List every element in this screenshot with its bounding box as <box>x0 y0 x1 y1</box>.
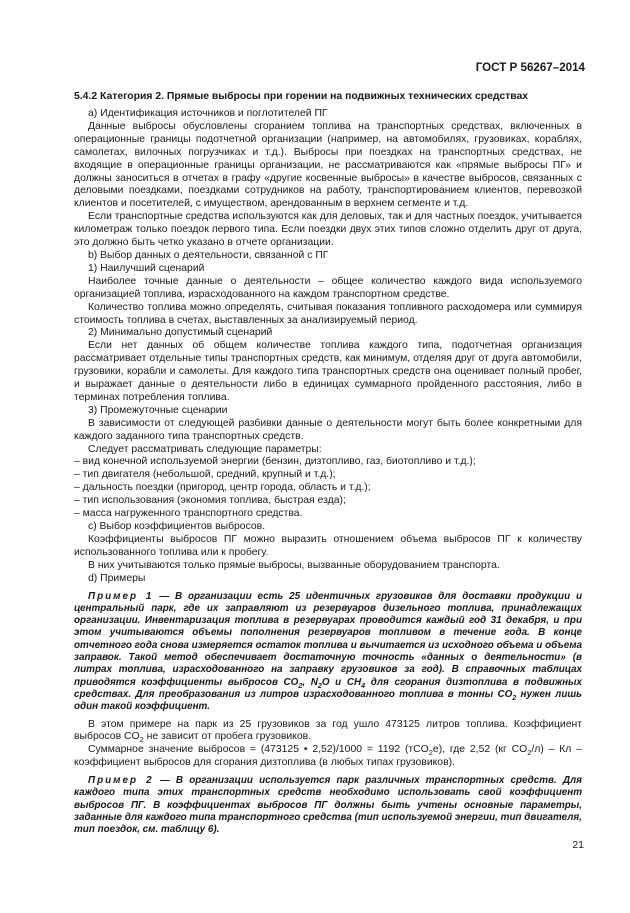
list-item: – вид конечной используемой энергии (бензин, дизтопливо, газ, биотопливо и т.д.); <box>74 456 476 468</box>
example-1-label: Пример 1 <box>88 590 154 602</box>
paragraph: В зависимости от следующей разбивки данные о деятельности могут быть более конкретными для каждого заданного типа транспортных средств. <box>74 417 582 442</box>
example-1: Пример 1 — В организации есть 25 идентичных грузовиков для доставки продукции и центральный парк, где их заправляют из резервуаров дизельного топлива, принадлежащих организации. Инвентаризация топлива в резервуарах проводится каждый год 31 декабря, и при этом учитываются объемы пополнения резервуаров топливом в течение года. В конце отчетного года снова измеряется остаток топлива и вычитается из исходного объема и объема заправок. Такой метод обеспечивает достаточную точность «данных о деятельности» (в литрах топлива, израсходованного на заправку грузовиков за год). В справочных таблицах приводятся коэффициенты выбросов $CO_2$, $N_2O$ и $CH_4$ для сгорания дизтоплива в подвижных средствах. Для преобразования из литров израсходованного топлива в тонны $CO_2$ нужен лишь один такой коэффициент. <box>74 590 583 713</box>
paragraph: 2) Минимально допустимый сценарий <box>88 327 273 339</box>
paragraph: Коэффициенты выбросов ПГ можно выразить отношением объема выбросов ПГ к количеству использованного топлива или к пробегу. <box>74 533 582 558</box>
list-item: – тип использования (экономия топлива, быстрая езда); <box>74 495 346 507</box>
paragraph: Количество топлива можно определять, считывая показания топливного расходомера или суммируя стоимость топлива в счетах, выставленных за анализируемый период. <box>74 301 582 326</box>
paragraph: Следует рассматривать следующие параметры: <box>88 443 322 455</box>
list-item: – дальность поездки (пригород, центр города, область и т.д.); <box>74 482 371 494</box>
paragraph: Если транспортные средства используются как для деловых, так и для частных поездок, учитывается километраж только поездок первого типа. Если поездки двух этих типов сложно отделить друг от друга, это должно быть четко указано в отчете организации. <box>74 211 582 249</box>
paragraph: Наиболее точные данные о деятельности – общее количество каждого вида используемого организацией топлива, израсходованного на каждом транспортном средстве. <box>74 275 582 300</box>
paragraph: d) Примеры <box>88 572 146 584</box>
paragraph: 1) Наилучший сценарий <box>88 262 205 274</box>
example-2-label: Пример 2 <box>88 775 154 787</box>
standard-header: ГОСТ Р 56267–2014 <box>475 61 585 74</box>
paragraph: с) Выбор коэффициентов выбросов. <box>88 521 266 532</box>
page-number: 21 <box>572 839 584 851</box>
emission-formula: Суммарное значение выбросов = (473125 • 2,52)/1000 = 1192 (тCO$_2$e), где 2,52 (кг $CO_2/л$) – Кл – коэффициент выбросов для сгорания дизтоплива (в любых типах грузовиков). <box>74 744 582 769</box>
list-item: – масса нагруженного транспортного средства. <box>74 508 303 520</box>
section-title: 5.4.2 Категория 2. Прямые выбросы при горении на подвижных технических средствах <box>74 91 529 102</box>
paragraph: Данные выбросы обусловлены сгоранием топлива на транспортных средствах, включенных в операционные границы подотчетной организации (например, на автомобилях, грузовиках, кораблях, самолетах, вилочных погрузчиках и т.д.). Выбросы при поездках на транспортных средствах, не входящие в операционные границы организации, не рассматриваются как «прямые выбросы ПГ» и должны заноситься в отчетах в графу «другие косвенные выбросы» в качестве выбросов, связанных с деловыми поездками, поездками сотрудников на работу, транспортированием клиентов, перевозкой клиентов и посетителей, с имуществом, арендованным в верхнем сегменте и т.д. <box>74 120 582 210</box>
paragraph: 3) Промежуточные сценарии <box>88 404 228 416</box>
paragraph: В них учитываются только прямые выбросы, вызванные оборудованием транспорта. <box>88 559 500 571</box>
paragraph: Если нет данных об общем количестве топлива каждого типа, подотчетная организация рассматривает отдельные типы транспортных средств, как минимум, отделяя друг от друга автомобили, грузовики, корабли и самолеты. Для каждого типа транспортных средств она оценивает полный пробег, и выражает данные о деятельности либо в единицах суммарного пройденного расстояния, либо в терминах потребления топлива. <box>74 340 582 403</box>
list-item: – тип двигателя (небольшой, средний, крупный и т.д.); <box>74 469 336 481</box>
example-1-calculation: В этом примере на парк из 25 грузовиков за год ушло 473125 литров топлива. Коэффициент выбросов $CO_2$ не зависит от пробега грузовиков. <box>74 718 582 745</box>
page-content <box>74 90 582 837</box>
example-2: Пример 2 — В организации используется парк различных транспортных средств. Для каждого типа этих транспортных средств необходимо использовать свой коэффициент выбросов ПГ. В коэффициентах выбросов ПГ должны быть учтены основные параметры, заданные для каждого типа транспортного средства (тип используемой энергии, тип двигателя, тип поездок, см. таблицу 6). <box>74 775 582 836</box>
paragraph: b) Выбор данных о деятельности, связанной с ПГ <box>88 249 329 261</box>
paragraph: а) Идентификация источников и поглотителей ПГ <box>88 108 328 119</box>
